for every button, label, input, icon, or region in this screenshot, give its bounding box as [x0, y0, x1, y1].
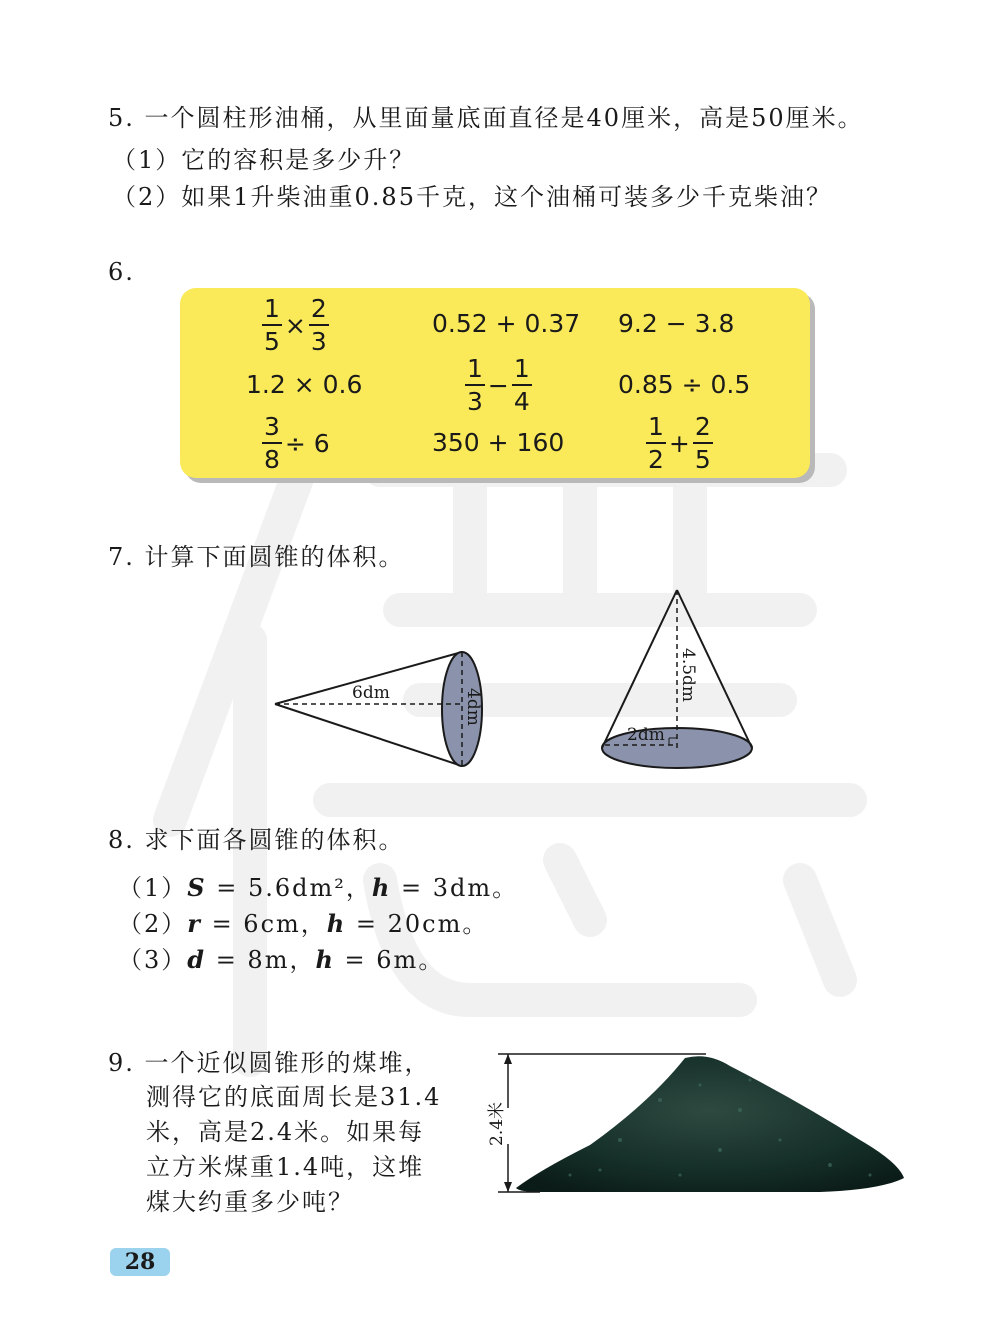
q6-expr-5: $\frac{1}{3}$ − $\frac{1}{4}$ — [467, 354, 530, 416]
q9-line-4: 立方米煤重1.4吨，这堆 — [146, 1153, 425, 1181]
coal-pile — [516, 1056, 904, 1192]
fraction: $\frac{1}{2}$ — [648, 412, 664, 474]
coal-height-label: 2.4米 — [487, 1101, 507, 1146]
q6-expr-4: 1.2 × 0.6 — [246, 370, 363, 399]
q6-expr-6: 0.85 ÷ 0.5 — [618, 370, 751, 399]
page-number: 28 — [110, 1248, 170, 1276]
q9-line-5: 煤大约重多少吨？ — [146, 1188, 354, 1216]
q6-expr-3: 9.2 − 3.8 — [618, 309, 735, 338]
q7-stem: 7. 计算下面圆锥的体积。 — [108, 543, 405, 571]
fraction: $\frac{1}{3}$ — [467, 354, 483, 416]
fraction: $\frac{1}{5}$ — [264, 294, 280, 356]
q6-expr-9: $\frac{1}{2}$ + $\frac{2}{5}$ — [648, 412, 711, 474]
q5-stem: 5. 一个圆柱形油桶，从里面量底面直径是40厘米，高是50厘米。 — [108, 104, 864, 132]
q8-part3: （3）d = 8m，h = 6m。 — [118, 945, 445, 974]
cone1-height-label: 6dm — [352, 683, 390, 703]
cone-sideways — [275, 652, 483, 766]
cone2-height-label: 4.5dm — [678, 648, 698, 703]
q6-label: 6. — [108, 258, 135, 286]
cone-upright — [602, 590, 752, 768]
q6-expr-8: 350 + 160 — [432, 428, 565, 457]
cone-sideways-figure — [260, 640, 500, 780]
coal-pile-figure — [480, 1040, 920, 1220]
fraction: $\frac{1}{4}$ — [513, 354, 530, 416]
q9-line-2: 测得它的底面周长是31.4 — [146, 1083, 442, 1111]
q8-part1: （1）S = 5.6dm²，h = 3dm。 — [118, 873, 519, 902]
q6-expression-box — [180, 288, 810, 478]
fraction: $\frac{2}{3}$ — [310, 294, 327, 356]
q6-expr-2: 0.52 + 0.37 — [432, 309, 581, 338]
q9-line-3: 米，高是2.4米。如果每 — [146, 1118, 425, 1146]
q5-part1: （1）它的容积是多少升？ — [112, 146, 416, 174]
cone-upright-figure — [595, 580, 765, 780]
cone2-radius-label: 2dm — [627, 725, 665, 745]
q5-part2: （2）如果1升柴油重0.85千克，这个油桶可装多少千克柴油？ — [112, 183, 832, 211]
fraction: $\frac{3}{8}$ — [264, 412, 280, 474]
q8-part2: （2）r = 6cm，h = 20cm。 — [118, 909, 489, 938]
fraction: $\frac{2}{5}$ — [694, 412, 711, 474]
q9-line-1: 9. 一个近似圆锥形的煤堆， — [108, 1049, 431, 1077]
cone1-diameter-label: 4dm — [463, 688, 483, 726]
q6-expr-7: $\frac{3}{8}$ ÷ 6 — [264, 412, 330, 474]
q6-expr-1: $\frac{1}{5}$ × $\frac{2}{3}$ — [264, 294, 327, 356]
q8-stem: 8. 求下面各圆锥的体积。 — [108, 826, 405, 854]
